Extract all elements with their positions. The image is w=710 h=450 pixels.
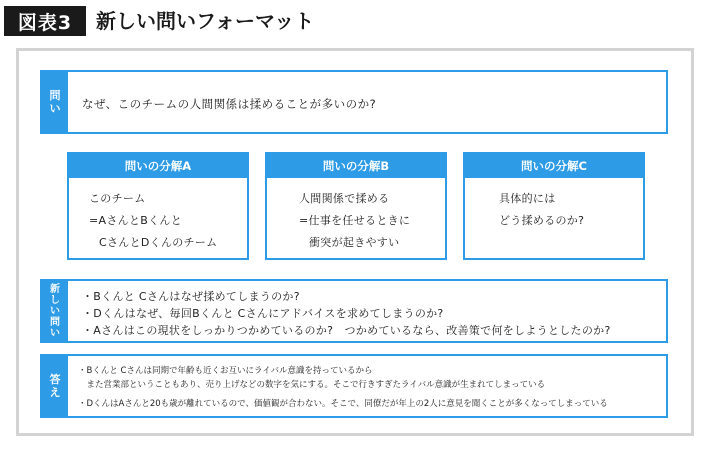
breakdown-c-header: 問いの分解C	[465, 154, 643, 178]
new-question-item: ・Bくんと Cさんはなぜ揉めてしまうのか?	[82, 290, 300, 303]
answer-item: ・DくんはAさんと20も歳が離れているので、価値観が合わない。そこで、同僚だが年上の2人に意見を聞くことが多くなってしまっている	[78, 399, 608, 409]
breakdown-line: どう揉めるのか?	[499, 214, 585, 227]
figure-title: 新しい問いフォーマット	[96, 9, 315, 33]
breakdown-a	[67, 152, 249, 260]
new-questions-row	[40, 279, 668, 343]
breakdown-line: CさんとDくんのチーム	[99, 236, 218, 249]
figure-label: 図表3	[4, 6, 86, 36]
question-text: なぜ、このチームの人間関係は揉めることが多いのか?	[82, 97, 377, 111]
answer-item: また営業部ということもあり、売り上げなどの数字を気にする。そこで行きすぎたライバル意識が生まれてしまっている	[78, 380, 546, 390]
breakdown-line: 具体的には	[499, 192, 556, 205]
breakdown-c	[463, 152, 645, 260]
breakdown-line: =仕事を任せるときに	[299, 214, 411, 227]
question-row	[40, 70, 668, 134]
answers-row	[40, 354, 668, 418]
breakdown-line: 衝突が起きやすい	[309, 236, 400, 249]
new-questions-side-label: 新 し い 問 い	[42, 281, 68, 341]
new-question-item: ・Aさんはこの現状をしっかりつかめているのか? つかめているなら、改善策で何をしようとしたのか?	[82, 324, 611, 337]
breakdown-line: このチーム	[89, 192, 146, 205]
breakdown-a-header: 問いの分解A	[69, 154, 247, 178]
new-question-item: ・Dくんはなぜ、毎回Bくんと Cさんにアドバイスを求めてしまうのか?	[82, 307, 444, 320]
breakdown-b-header: 問いの分解B	[267, 154, 445, 178]
breakdown-line: =AさんとBくんと	[89, 214, 182, 227]
breakdown-b	[265, 152, 447, 260]
question-side-label: 問 い	[42, 72, 68, 132]
answer-item: ・Bくんと Cさんは同期で年齢も近くお互いにライバル意識を持っているから	[78, 366, 373, 376]
answers-side-label: 答 え	[42, 356, 68, 416]
breakdown-line: 人間関係で揉める	[299, 192, 390, 205]
